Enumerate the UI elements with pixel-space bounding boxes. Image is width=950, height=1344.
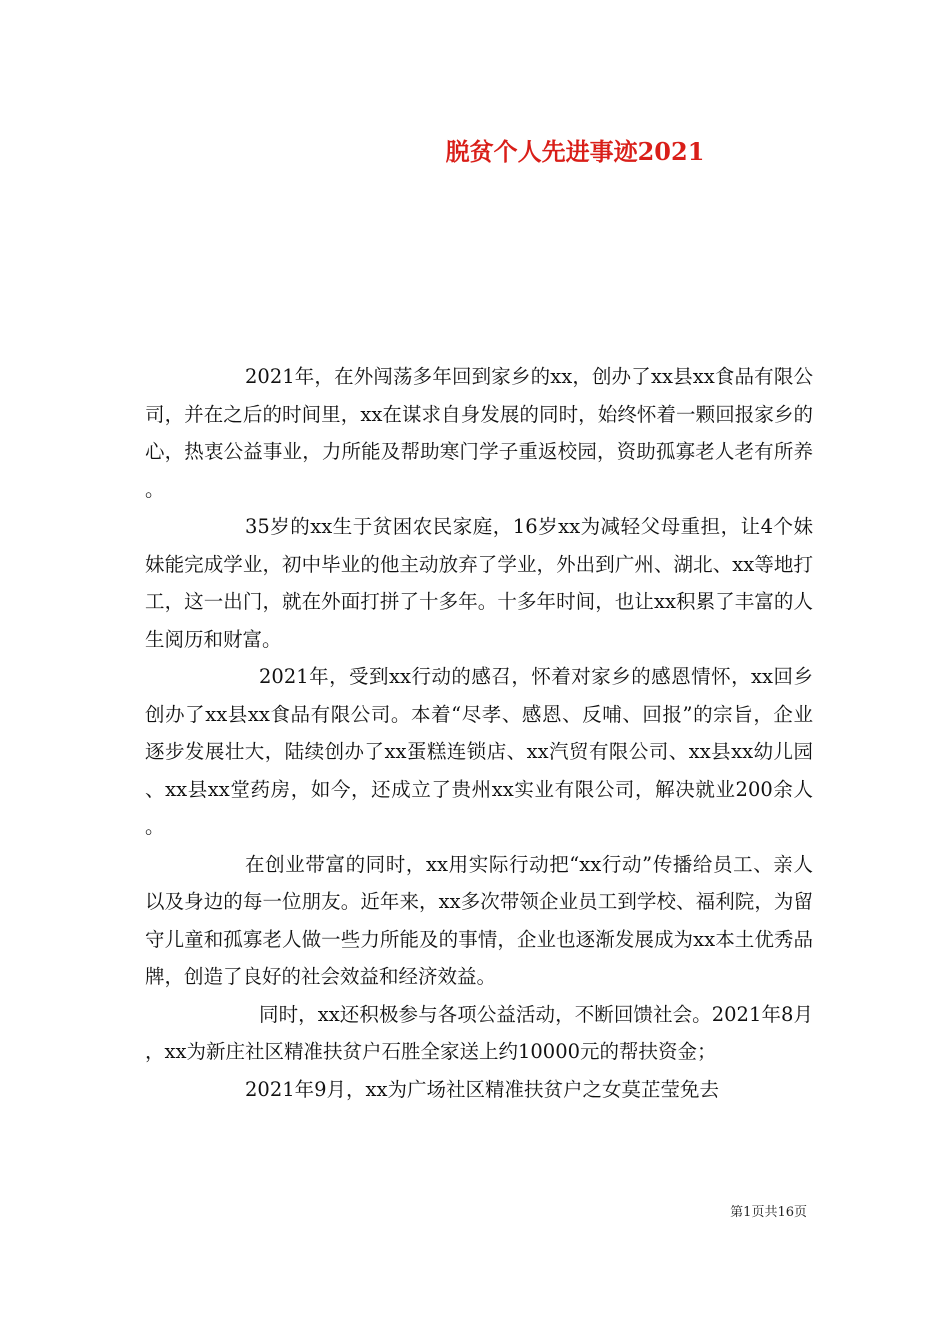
page-number-footer: 第1页共16页 xyxy=(730,1205,807,1220)
paragraph-3: 2021年，受到xx行动的感召，怀着对家乡的感恩情怀，xx回乡创办了xx县xx食品有限公司。本着“尽孝、感恩、反哺、回报”的宗旨，企业逐步发展壮大，陆续创办了xx蛋糕连锁店、xx汽贸有限公司、xx县xx幼儿园、xx县xx堂药房，如今，还成立了贵州xx实业有限公司，解决就业200余人。 xyxy=(145,665,813,838)
paragraph-6: 2021年9月，xx为广场社区精准扶贫户之女莫芷莹免去 xyxy=(245,1077,720,1101)
paragraph-4: 在创业带富的同时，xx用实际行动把“xx行动”传播给员工、亲人以及身边的每一位朋友。近年来，xx多次带领企业员工到学校、福利院，为留守儿童和孤寡老人做一些力所能及的事情，企业也逐渐发展成为xx本土优秀品牌，创造了良好的社会效益和经济效益。 xyxy=(145,852,813,988)
document-title: 脱贫个人先进事迹2021 xyxy=(445,137,705,166)
document-body xyxy=(145,358,813,1108)
paragraph-5: 同时，xx还积极参与各项公益活动，不断回馈社会。2021年8月，xx为新庄社区精准扶贫户石胜全家送上约10000元的帮扶资金； xyxy=(145,1002,813,1063)
paragraph-2: 35岁的xx生于贫困农民家庭，16岁xx为减轻父母重担，让4个妹妹能完成学业，初中毕业的他主动放弃了学业，外出到广州、湖北、xx等地打工，这一出门，就在外面打拼了十多年。十多年时间，也让xx积累了丰富的人生阅历和财富。 xyxy=(145,515,813,651)
paragraph-1: 2021年，在外闯荡多年回到家乡的xx，创办了xx县xx食品有限公司，并在之后的时间里，xx在谋求自身发展的同时，始终怀着一颗回报家乡的心，热衷公益事业，力所能及帮助寒门学子重返校园，资助孤寡老人老有所养。 xyxy=(145,365,813,501)
